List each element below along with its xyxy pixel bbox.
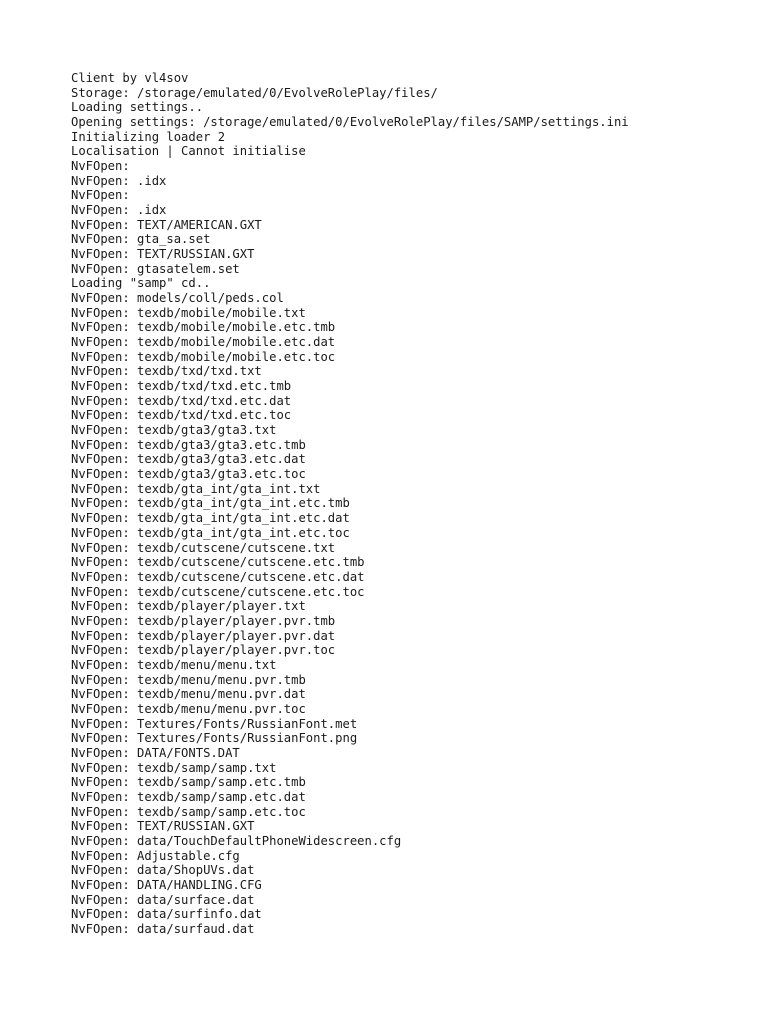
log-line: NvFOpen: data/surfaud.dat [71,921,255,936]
log-line: NvFOpen: texdb/cutscene/cutscene.txt [71,540,336,555]
log-line: NvFOpen: texdb/txd/txd.txt [71,364,262,379]
log-line: NvFOpen: .idx [71,173,167,188]
log-line: NvFOpen: texdb/mobile/mobile.etc.toc [71,349,336,364]
log-line: NvFOpen: texdb/mobile/mobile.txt [71,305,306,320]
log-line: NvFOpen: texdb/cutscene/cutscene.etc.toc [71,584,365,599]
log-line: NvFOpen: [71,159,130,174]
log-line: Loading "samp" cd.. [71,276,211,291]
log-line: Localisation | Cannot initialise [71,144,306,159]
log-line: NvFOpen: Adjustable.cfg [71,848,240,863]
log-line: NvFOpen: texdb/gta_int/gta_int.etc.toc [71,525,350,540]
log-line: NvFOpen: data/surfinfo.dat [71,907,262,922]
log-line: NvFOpen: gta_sa.set [71,232,211,247]
log-line: NvFOpen: texdb/txd/txd.etc.toc [71,408,292,423]
log-line: Client by vl4sov [71,71,189,85]
log-line: NvFOpen: .idx [71,203,167,218]
log-line: NvFOpen: texdb/mobile/mobile.etc.dat [71,335,336,350]
log-line: NvFOpen: texdb/txd/txd.etc.dat [71,393,292,408]
log-line: NvFOpen: texdb/samp/samp.etc.toc [71,804,306,819]
log-line: NvFOpen: models/coll/peds.col [71,291,284,306]
log-line: NvFOpen: data/surface.dat [71,892,255,907]
log-line: Storage: /storage/emulated/0/EvolveRolePlay/files/ [71,85,438,100]
log-line: NvFOpen: texdb/gta_int/gta_int.etc.dat [71,511,350,526]
log-line: NvFOpen: texdb/samp/samp.etc.dat [71,789,306,804]
log-line: NvFOpen: texdb/player/player.pvr.toc [71,643,336,658]
log-line: NvFOpen: texdb/gta3/gta3.etc.toc [71,467,306,482]
log-line: NvFOpen: texdb/menu/menu.txt [71,657,277,672]
log-line: NvFOpen: texdb/player/player.pvr.dat [71,628,336,643]
log-line: NvFOpen: TEXT/RUSSIAN.GXT [71,247,255,262]
log-line: NvFOpen: Textures/Fonts/RussianFont.png [71,731,358,746]
log-line: NvFOpen: texdb/txd/txd.etc.tmb [71,379,292,394]
log-line: NvFOpen: texdb/samp/samp.txt [71,760,277,775]
log-line: NvFOpen: DATA/HANDLING.CFG [71,877,262,892]
log-line: NvFOpen: texdb/player/player.pvr.tmb [71,613,336,628]
log-output [71,71,629,937]
log-line: NvFOpen: texdb/mobile/mobile.etc.tmb [71,320,336,335]
log-line: NvFOpen: gtasatelem.set [71,261,240,276]
log-line: NvFOpen: texdb/samp/samp.etc.tmb [71,775,306,790]
log-line: NvFOpen: DATA/FONTS.DAT [71,745,240,760]
log-line: NvFOpen: data/TouchDefaultPhoneWidescreen.cfg [71,833,402,848]
log-line: NvFOpen: texdb/cutscene/cutscene.etc.dat [71,569,365,584]
log-line: NvFOpen: texdb/gta3/gta3.etc.tmb [71,437,306,452]
log-line: NvFOpen: texdb/gta_int/gta_int.txt [71,481,321,496]
log-line: NvFOpen: TEXT/AMERICAN.GXT [71,217,262,232]
log-line: NvFOpen: texdb/menu/menu.pvr.toc [71,701,306,716]
log-line: Initializing loader 2 [71,129,226,144]
log-line: Opening settings: /storage/emulated/0/EvolveRolePlay/files/SAMP/settings.ini [71,115,629,130]
log-line: NvFOpen: texdb/cutscene/cutscene.etc.tmb [71,555,365,570]
log-line: NvFOpen: Textures/Fonts/RussianFont.met [71,716,358,731]
log-line: NvFOpen: [71,188,130,203]
log-line: NvFOpen: texdb/gta3/gta3.txt [71,423,277,438]
log-line: NvFOpen: data/ShopUVs.dat [71,863,255,878]
log-line: NvFOpen: TEXT/RUSSIAN.GXT [71,819,255,834]
log-line: NvFOpen: texdb/menu/menu.pvr.dat [71,687,306,702]
log-line: NvFOpen: texdb/gta_int/gta_int.etc.tmb [71,496,350,511]
log-line: NvFOpen: texdb/player/player.txt [71,599,306,614]
log-line: NvFOpen: texdb/gta3/gta3.etc.dat [71,452,306,467]
log-line: NvFOpen: texdb/menu/menu.pvr.tmb [71,672,306,687]
log-line: Loading settings.. [71,100,204,115]
